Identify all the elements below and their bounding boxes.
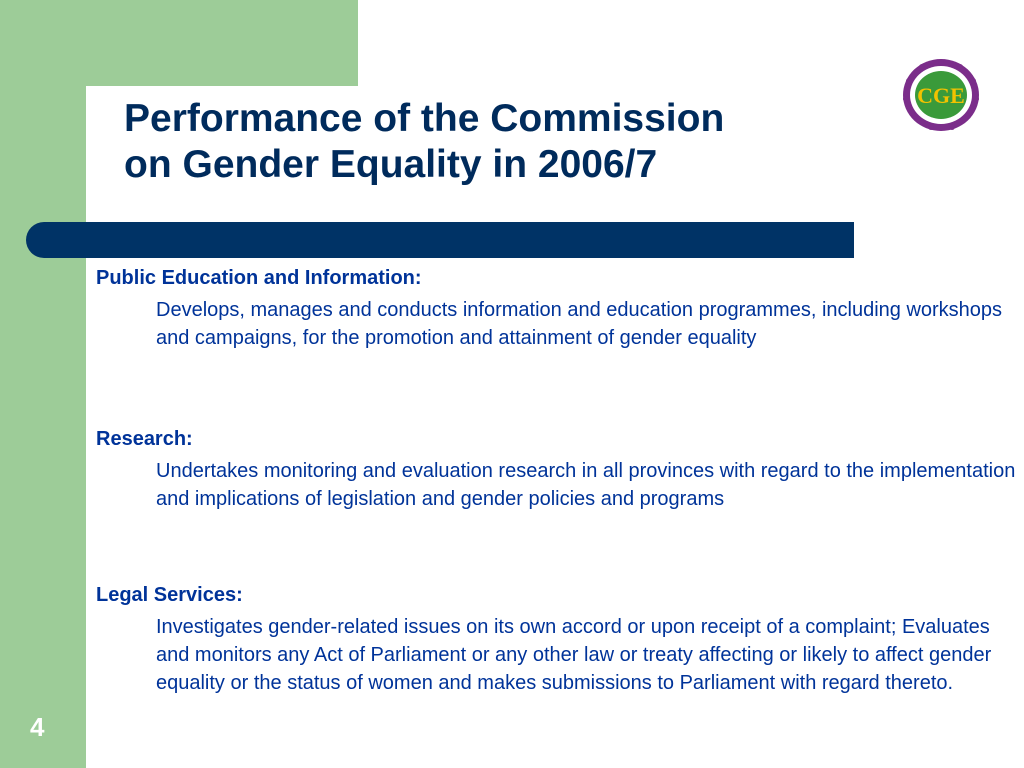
page-number: 4 bbox=[30, 712, 45, 742]
logo-text: CGE bbox=[917, 83, 965, 108]
section-body: Develops, manages and conducts information and education programmes, including workshops and campaigns, for the promotion and attainment of gender equality bbox=[156, 299, 1003, 349]
section-heading: Legal Services: bbox=[96, 584, 243, 606]
section-public-education bbox=[96, 264, 1016, 352]
title-underline-bar bbox=[26, 222, 854, 258]
section-legal-services bbox=[96, 581, 1016, 697]
slide-title bbox=[124, 96, 884, 188]
slide-title-line-2: on Gender Equality in 2006/7 bbox=[124, 143, 658, 186]
section-heading: Research: bbox=[96, 428, 193, 450]
section-body: Undertakes monitoring and evaluation research in all provinces with regard to the implementation and implications of legislation and gender policies and programs bbox=[156, 460, 1016, 510]
left-green-band bbox=[0, 0, 86, 768]
slide-title-line-1: Performance of the Commission bbox=[124, 97, 725, 140]
commission-logo-icon bbox=[900, 56, 982, 134]
top-green-band bbox=[0, 0, 358, 86]
section-research bbox=[96, 425, 1016, 513]
section-heading: Public Education and Information: bbox=[96, 267, 422, 289]
section-body: Investigates gender-related issues on its own accord or upon receipt of a complaint; Evaluates and monitors any Act of Parliament or any other law or treaty affecting or likely to affect gender equality or the status of women and makes submissions to Parliament with regard thereto. bbox=[156, 616, 992, 694]
